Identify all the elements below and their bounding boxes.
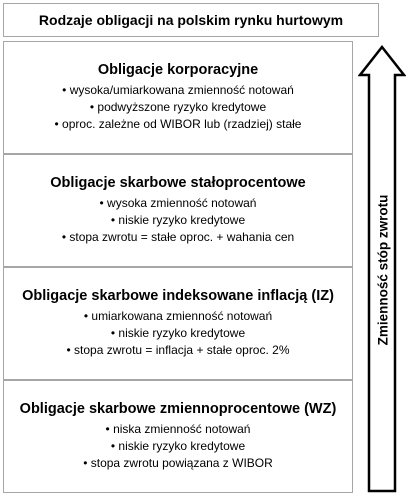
bullet-list: [67, 308, 290, 359]
category-title: Obligacje korporacyjne: [97, 62, 259, 78]
category-floating-rate: [3, 380, 353, 493]
diagram-title-text: Rodzaje obligacji na polskim rynku hurtowym: [38, 12, 344, 28]
bullet-list: [62, 195, 294, 246]
bullet-list: [83, 421, 273, 472]
bullet-item: • umiarkowana zmienność notowań: [67, 308, 290, 325]
category-corporate: [3, 41, 353, 154]
category-title: Obligacje skarbowe indeksowane inflacją (IZ): [22, 288, 334, 304]
bullet-item: • oproc. zależne od WIBOR lub (rzadziej) stałe: [55, 116, 302, 133]
arrow-label: Zmienność stóp zwrotu: [375, 194, 391, 346]
category-inflation-indexed: [3, 267, 353, 380]
bullet-item: • stopa zwrotu = stałe oproc. + wahania cen: [62, 229, 294, 246]
bullet-item: • wysoka zmienność notowań: [62, 195, 294, 212]
bullet-item: • stopa zwrotu = inflacja + stałe oproc. 2%: [67, 342, 290, 359]
bullet-item: • stopa zwrotu powiązana z WIBOR: [83, 455, 273, 472]
category-title: Obligacje skarbowe zmiennoprocentowe (WZ): [19, 401, 337, 417]
bullet-item: • niskie ryzyko kredytowe: [67, 325, 290, 342]
bullet-item: • niskie ryzyko kredytowe: [83, 438, 273, 455]
bullet-item: • podwyższone ryzyko kredytowe: [55, 99, 302, 116]
category-fixed-rate: [3, 154, 353, 267]
bullet-list: [55, 82, 302, 133]
diagram-title: [3, 3, 379, 37]
category-title: Obligacje skarbowe stałoprocentowe: [50, 175, 306, 191]
bullet-item: • niskie ryzyko kredytowe: [62, 212, 294, 229]
bullet-item: • niska zmienność notowań: [83, 421, 273, 438]
bullet-item: • wysoka/umiarkowana zmienność notowań: [55, 82, 302, 99]
